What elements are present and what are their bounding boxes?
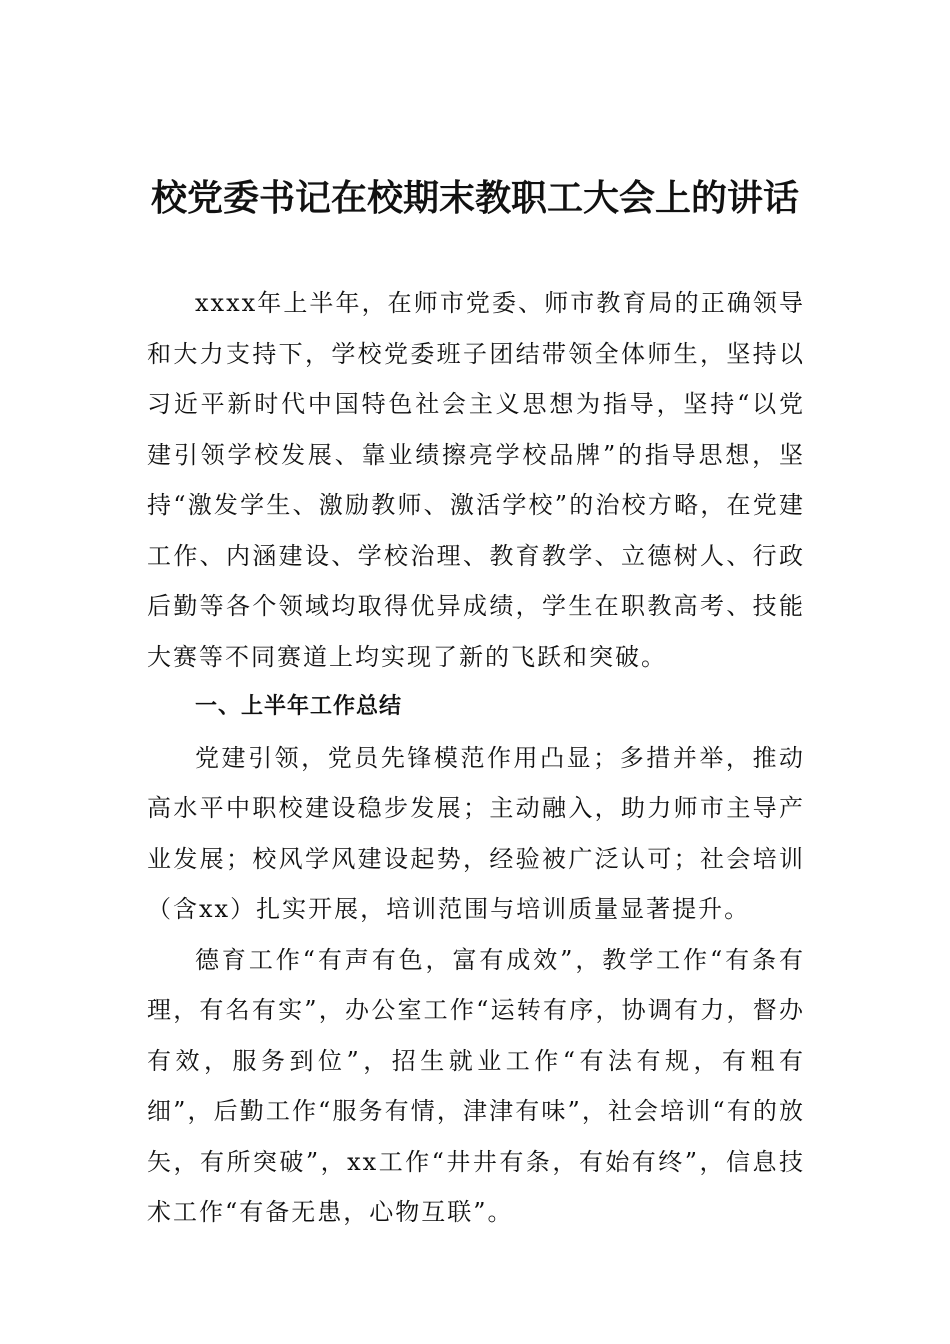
intro-paragraph: xxxx年上半年，在师市党委、师市教育局的正确领导和大力支持下，学校党委班子团结带领全体师生，坚持以习近平新时代中国特色社会主义思想为指导，坚持“以党建引领学校发展、靠业绩擦亮学校品牌”的指导思想，坚持“激发学生、激励教师、激活学校”的治校方略，在党建工作、内涵建设、学校治理、教育教学、立德树人、行政后勤等各个领域均取得优异成绩，学生在职教高考、技能大赛等不同赛道上均实现了新的飞跃和突破。	[147, 289, 805, 671]
document-title: 校党委书记在校期末教职工大会上的讲话	[150, 177, 799, 219]
section-heading: 一、上半年工作总结	[195, 694, 403, 719]
summary-paragraph-1: 党建引领，党员先锋模范作用凸显；多措并举，推动高水平中职校建设稳步发展；主动融入，助力师市主导产业发展；校风学风建设起势，经验被广泛认可；社会培训（含xx）扎实开展，培训范围与培训质量显著提升。	[147, 743, 805, 923]
summary-paragraph-2: 德育工作“有声有色，富有成效”，教学工作“有条有理，有名有实”，办公室工作“运转有序，协调有力，督办有效，服务到位”，招生就业工作“有法有规，有粗有细”，后勤工作“服务有情，津津有味”，社会培训“有的放矢，有所突破”，xx工作“井井有条，有始有终”，信息技术工作“有备无患，心物互联”。	[147, 945, 805, 1226]
document-body	[147, 278, 805, 1238]
